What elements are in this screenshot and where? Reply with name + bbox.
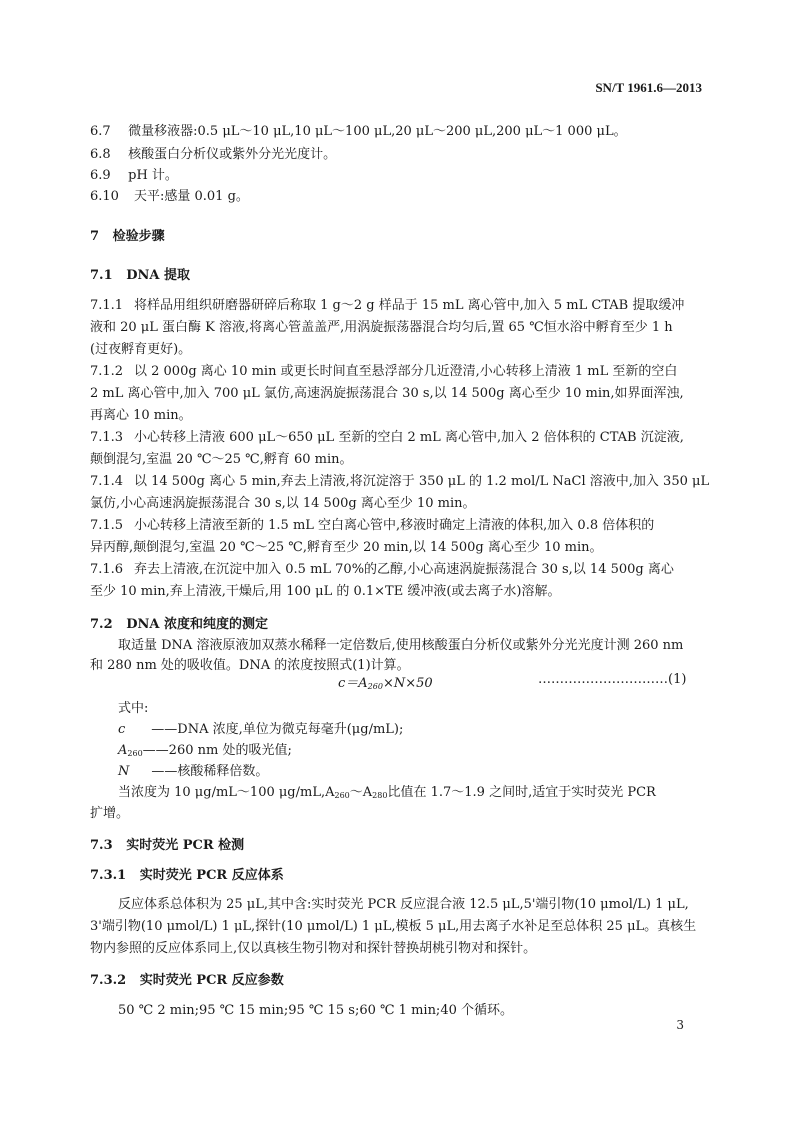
section-number: 7.3 <box>90 838 113 853</box>
para-text: 小心转移上清液至新的 1.5 mL 空白离心管中,移液时确定上清液的体积,加入 0.8 倍体积的 <box>134 518 655 533</box>
para-7-1-2-line-1 <box>90 360 677 379</box>
def-symbol: N <box>118 764 130 779</box>
def-symbol: A <box>118 743 128 758</box>
item-text: 核酸蛋白分析仪或紫外分光光度计。 <box>128 147 337 162</box>
page-number: 3 <box>676 1018 684 1032</box>
item-6-9 <box>90 164 178 183</box>
conclusion-text: 当浓度为 10 μg/mL～100 μg/mL,A <box>118 785 335 800</box>
item-number: 6.7 <box>90 124 111 139</box>
item-text: pH 计。 <box>128 168 178 183</box>
section-7-3-2-heading <box>90 969 284 988</box>
conclusion-text: 比值在 1.7～1.9 之间时,适宜于实时荧光 PCR <box>387 785 656 800</box>
para-number: 7.1.4 <box>90 474 124 489</box>
conclusion-subscript: 280 <box>372 791 388 800</box>
para-7-3-1-line-1: 反应体系总体积为 25 μL,其中含:实时荧光 PCR 反应混合液 12.5 μL,5'端引物(10 μmol/L) 1 μL, <box>118 897 689 912</box>
section-7-heading <box>90 225 165 244</box>
def-text: ——260 nm 处的吸光值; <box>142 743 292 758</box>
conclusion-subscript: 260 <box>334 791 350 800</box>
para-text: 小心转移上清液 600 μL～650 μL 至新的空白 2 mL 离心管中,加入 2 倍体积的 CTAB 沉淀液, <box>134 430 684 445</box>
def-text: ——核酸稀释倍数。 <box>151 764 269 779</box>
conclusion-line-2: 扩增。 <box>90 806 130 821</box>
para-7-3-1-line-2: 3'端引物(10 μmol/L) 1 μL,探针(10 μmol/L) 1 μL,模板 5 μL,用去离子水补足至总体积 25 μL。真核生 <box>90 919 697 934</box>
para-7-3-2: 50 ℃ 2 min;95 ℃ 15 min;95 ℃ 15 s;60 ℃ 1 min;40 个循环。 <box>118 1003 513 1018</box>
para-number: 7.1.6 <box>90 562 124 577</box>
para-text: 以 2 000g 离心 10 min 或更长时间直至悬浮部分几近澄清,小心转移上清液 1 mL 至新的空白 <box>134 364 678 379</box>
section-7-2-heading <box>90 613 268 632</box>
para-7-1-6-line-2: 至少 10 min,弃上清液,干燥后,用 100 μL 的 0.1×TE 缓冲液(或去离子水)溶解。 <box>90 584 561 599</box>
item-number: 6.9 <box>90 168 111 183</box>
equation-rhs: ×N×50 <box>382 676 433 691</box>
section-7-1-heading <box>90 264 190 283</box>
para-7-1-4-line-2: 氯仿,小心高速涡旋振荡混合 30 s,以 14 500g 离心至少 10 min。 <box>90 496 476 511</box>
where-label: 式中: <box>118 701 149 716</box>
def-n <box>118 760 268 779</box>
item-6-7 <box>90 120 627 139</box>
section-title: 检验步骤 <box>112 229 165 244</box>
para-7-1-5-line-1 <box>90 514 654 533</box>
section-title: DNA 浓度和纯度的测定 <box>126 617 268 632</box>
para-7-1-1-line-2: 液和 20 μL 蛋白酶 K 溶液,将离心管盖盖严,用涡旋振荡器混合均匀后,置 65 ℃恒水浴中孵育至少 1 h <box>90 320 673 335</box>
section-title: 实时荧光 PCR 反应体系 <box>139 868 284 883</box>
section-title: DNA 提取 <box>126 268 190 283</box>
para-text: 以 14 500g 离心 5 min,弃去上清液,将沉淀溶于 350 μL 的 1.2 mol/L NaCl 溶液中,加入 350 μL <box>134 474 710 489</box>
item-6-10 <box>90 185 249 204</box>
section-number: 7.3.2 <box>90 973 127 988</box>
equation-subscript: 260 <box>367 682 383 691</box>
equation-lhs: c＝A <box>338 676 368 691</box>
para-7-2-line-1: 取适量 DNA 溶液原液加双蒸水稀释一定倍数后,使用核酸蛋白分析仪或紫外分光光度计测 260 nm <box>118 638 684 653</box>
para-7-3-1-line-3: 物内参照的反应体系同上,仅以真核生物引物对和探针替换胡桃引物对和探针。 <box>90 941 537 956</box>
para-text: 将样品用组织研磨器研碎后称取 1 g～2 g 样品于 15 mL 离心管中,加入 5 mL CTAB 提取缓冲 <box>134 298 685 313</box>
item-6-8 <box>90 143 336 162</box>
def-a260 <box>118 739 292 758</box>
section-7-3-heading <box>90 834 244 853</box>
para-number: 7.1.3 <box>90 430 124 445</box>
equation-1 <box>338 672 433 691</box>
para-7-1-3-line-2: 颠倒混匀,室温 20 ℃～25 ℃,孵育 60 min。 <box>90 452 353 467</box>
para-text: 弃去上清液,在沉淀中加入 0.5 mL 70%的乙醇,小心高速涡旋振荡混合 30 s,以 14 500g 离心 <box>134 562 674 577</box>
item-text: 微量移液器:0.5 μL～10 μL,10 μL～100 μL,20 μL～200 μL,200 μL～1 000 μL。 <box>128 124 627 139</box>
def-symbol: c <box>118 722 126 737</box>
def-text: ——DNA 浓度,单位为微克每毫升(μg/mL); <box>151 722 404 737</box>
item-number: 6.10 <box>90 189 119 204</box>
para-7-2-line-2: 和 280 nm 处的吸收值。DNA 的浓度按照式(1)计算。 <box>90 658 410 673</box>
section-number: 7 <box>90 229 100 244</box>
conclusion-line-1 <box>118 781 656 800</box>
para-7-1-4-line-1 <box>90 470 709 489</box>
conclusion-text: ～A <box>349 785 373 800</box>
section-title: 实时荧光 PCR 反应参数 <box>139 973 284 988</box>
section-number: 7.3.1 <box>90 868 127 883</box>
section-number: 7.2 <box>90 617 113 632</box>
def-subscript: 260 <box>127 749 143 758</box>
para-7-1-1-line-1 <box>90 294 684 313</box>
standard-code: SN/T 1961.6—2013 <box>595 80 702 95</box>
item-number: 6.8 <box>90 147 111 162</box>
para-number: 7.1.1 <box>90 298 124 313</box>
para-7-1-2-line-2: 2 mL 离心管中,加入 700 μL 氯仿,高速涡旋振荡混合 30 s,以 14 500g 离心至少 10 min,如界面浑浊, <box>90 386 684 401</box>
para-7-1-3-line-1 <box>90 426 684 445</box>
para-7-1-6-line-1 <box>90 558 674 577</box>
equation-ref: …………………………(1) <box>538 672 687 687</box>
para-7-1-1-line-3: (过夜孵育更好)。 <box>90 342 192 357</box>
para-number: 7.1.5 <box>90 518 124 533</box>
item-text: 天平:感量 0.01 g。 <box>134 189 249 204</box>
para-number: 7.1.2 <box>90 364 124 379</box>
para-7-1-5-line-2: 异丙醇,颠倒混匀,室温 20 ℃～25 ℃,孵育至少 20 min,以 14 500g 离心至少 10 min。 <box>90 540 603 555</box>
para-7-1-2-line-3: 再离心 10 min。 <box>90 408 192 423</box>
def-c <box>118 718 403 737</box>
section-7-3-1-heading <box>90 864 284 883</box>
section-number: 7.1 <box>90 268 113 283</box>
section-title: 实时荧光 PCR 检测 <box>126 838 245 853</box>
